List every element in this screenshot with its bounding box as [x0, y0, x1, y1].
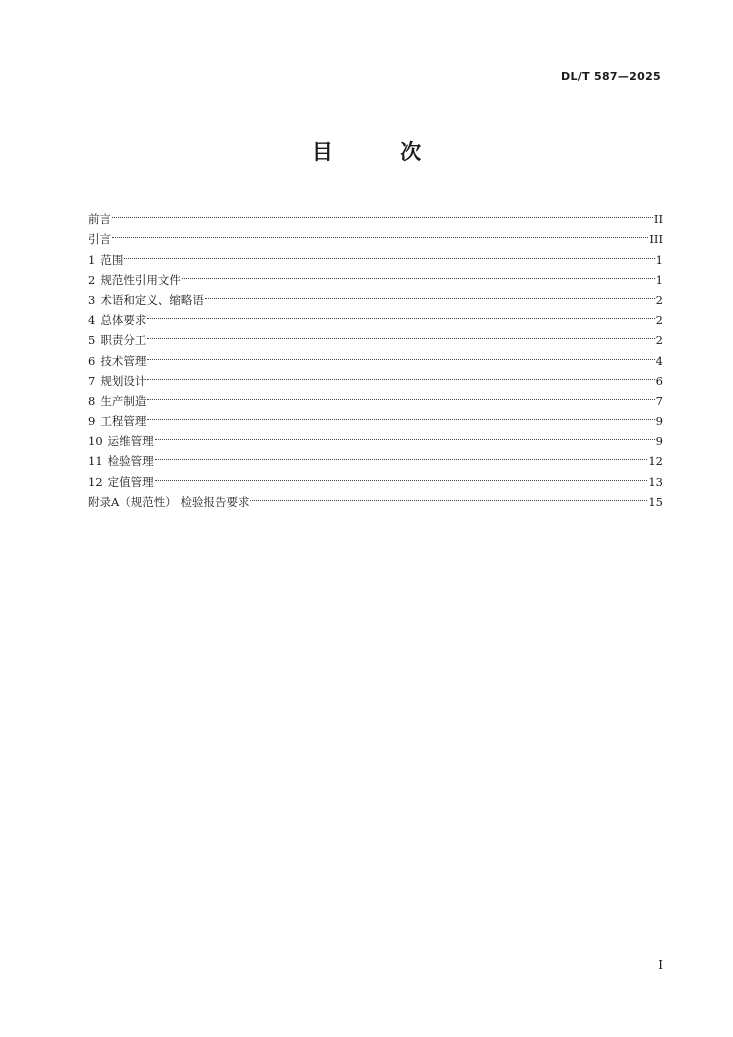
toc-dot-leader: [250, 486, 647, 506]
toc-entry-page: 15: [648, 494, 663, 509]
toc-entry-number: 7: [88, 373, 96, 388]
toc-dot-leader: [155, 445, 648, 465]
toc-dot-leader: [147, 304, 654, 324]
toc-entry[interactable]: [88, 486, 663, 509]
toc-entry[interactable]: [88, 324, 663, 348]
toc-entry-page: 13: [648, 474, 663, 489]
toc-entry-label: 规范性引用文件: [100, 272, 181, 287]
toc-entry-label: 检验管理: [107, 454, 154, 469]
toc-dot-leader: [147, 344, 654, 364]
toc-dot-leader: [147, 385, 654, 405]
toc-entry-label: 职责分工: [100, 333, 147, 348]
toc-entry-page: 6: [655, 373, 663, 388]
toc-dot-leader: [112, 223, 648, 243]
toc-entry-page: 1: [655, 252, 663, 267]
toc-entry-number: 12: [88, 474, 103, 489]
toc-entry[interactable]: [88, 465, 663, 489]
toc-entry[interactable]: [88, 405, 663, 429]
toc-dot-leader: [155, 425, 655, 445]
toc-entry[interactable]: [88, 304, 663, 328]
toc-entry[interactable]: [88, 223, 663, 247]
toc-entry-page: 2: [655, 313, 663, 328]
toc-entry-page: III: [649, 232, 663, 247]
toc-entry-number: 11: [88, 454, 103, 469]
toc-dot-leader: [124, 243, 654, 263]
toc-dot-leader: [147, 365, 654, 385]
toc-entry[interactable]: [88, 203, 663, 227]
toc-dot-leader: [155, 465, 648, 485]
table-of-contents: [88, 203, 663, 509]
toc-entry-label: 定值管理: [107, 474, 154, 489]
toc-entry-page: 12: [648, 454, 663, 469]
toc-entry-page: 9: [655, 434, 663, 449]
toc-entry-number: 10: [88, 434, 103, 449]
toc-entry-number: 2: [88, 272, 96, 287]
toc-entry-label: 技术管理: [100, 353, 147, 368]
toc-entry-page: 1: [655, 272, 663, 287]
toc-entry-page: 7: [655, 393, 663, 408]
toc-entry[interactable]: [88, 243, 663, 267]
page-title: 目 次: [311, 140, 452, 164]
toc-dot-leader: [182, 264, 655, 284]
toc-entry-number: 4: [88, 313, 96, 328]
toc-dot-leader: [147, 405, 654, 425]
toc-entry-number: 1: [88, 252, 96, 267]
toc-entry-label: 附录A（规范性） 检验报告要求: [88, 494, 250, 509]
toc-entry-number: 9: [88, 414, 96, 429]
toc-entry-page: 4: [655, 353, 663, 368]
toc-entry-page: II: [653, 212, 663, 227]
toc-entry[interactable]: [88, 425, 663, 449]
page-number: I: [658, 958, 663, 972]
toc-entry-label: 前言: [88, 212, 111, 227]
toc-entry-page: 2: [655, 292, 663, 307]
standard-code: DL/T 587—2025: [561, 70, 661, 83]
toc-entry-page: 2: [655, 333, 663, 348]
toc-entry-number: 5: [88, 333, 96, 348]
toc-entry-number: 6: [88, 353, 96, 368]
toc-entry-label: 工程管理: [100, 414, 147, 429]
toc-entry-page: 9: [655, 414, 663, 429]
toc-entry-label: 运维管理: [107, 434, 154, 449]
toc-entry-number: 8: [88, 393, 96, 408]
toc-entry[interactable]: [88, 264, 663, 287]
toc-entry[interactable]: [88, 365, 663, 388]
toc-entry-number: 3: [88, 292, 96, 307]
toc-entry-label: 生产制造: [100, 393, 147, 408]
toc-entry[interactable]: [88, 344, 663, 368]
toc-entry[interactable]: [88, 445, 663, 469]
toc-entry-label: 总体要求: [100, 313, 147, 328]
toc-entry-label: 引言: [88, 232, 111, 247]
toc-dot-leader: [147, 324, 654, 344]
toc-entry[interactable]: [88, 385, 663, 408]
toc-entry-label: 术语和定义、缩略语: [100, 292, 204, 307]
toc-dot-leader: [205, 284, 655, 304]
toc-entry-label: 范围: [100, 252, 124, 267]
toc-dot-leader: [112, 203, 653, 223]
toc-entry-label: 规划设计: [100, 373, 147, 388]
